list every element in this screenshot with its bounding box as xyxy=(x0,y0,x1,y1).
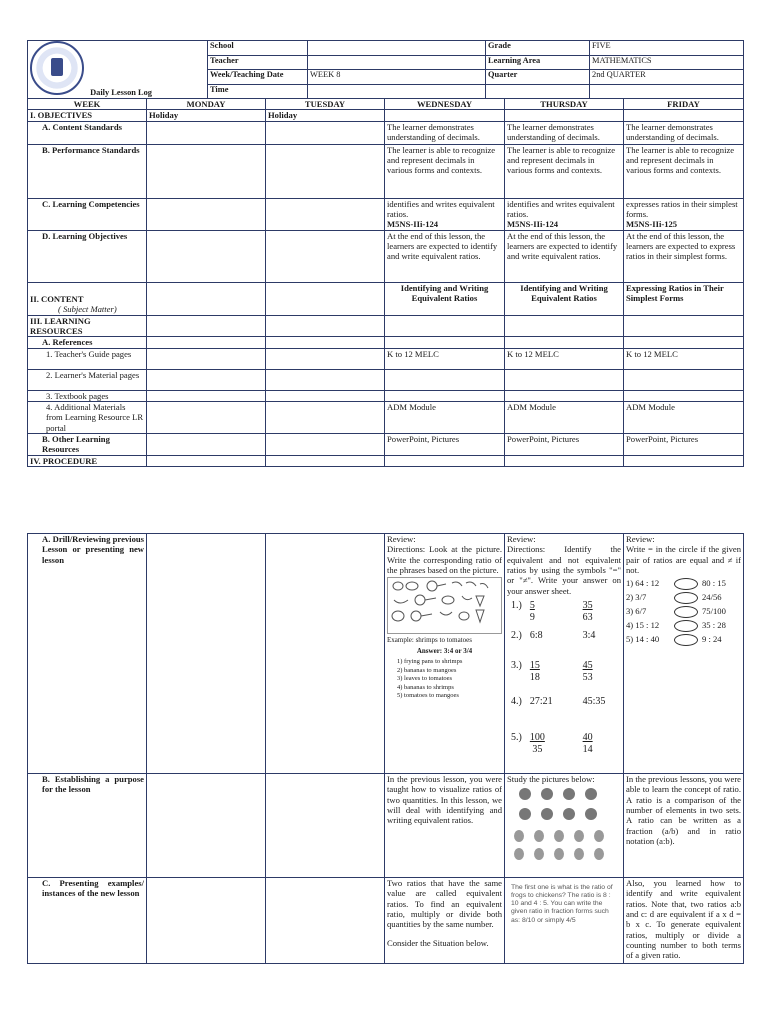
content-wed: Identifying and Writing Equivalent Ratios xyxy=(385,282,505,315)
grade-value: FIVE xyxy=(590,41,744,56)
procedure-table xyxy=(27,533,744,964)
col-monday: MONDAY xyxy=(147,99,266,110)
textbook-label: 3. Textbook pages xyxy=(28,390,147,401)
answer-oval[interactable] xyxy=(674,634,698,646)
competencies-thu-code: M5NS-IIi-124 xyxy=(507,219,559,230)
frogs-chickens-icon xyxy=(507,784,617,864)
drill-wed-items xyxy=(387,658,502,700)
list-item: 4) bananas to shrimps xyxy=(397,683,454,691)
presenting-wed: Two ratios that have the same value are called equivalent ratios. To find an equivalent ratio, multiply or divide both quantities by the same number. xyxy=(387,878,502,930)
performance-thu: The learner is able to recognize and represent decimals in various forms and contexts. xyxy=(505,144,624,198)
drill-wed-example: Example: shrimps to tomatoes xyxy=(387,635,472,644)
references-label: A. References xyxy=(28,337,147,348)
content-standards-fri: The learner demonstrates understanding of decimals. xyxy=(624,121,744,144)
teacher-value xyxy=(308,55,486,70)
denominator: 9 xyxy=(529,611,535,623)
time-label: Time xyxy=(208,84,308,99)
ratio-a: 6:8 xyxy=(529,629,543,641)
ratio-b: 3:4 xyxy=(582,629,596,641)
oval-items xyxy=(626,578,741,648)
numerator: 100 xyxy=(529,731,545,743)
objectives-label: I. OBJECTIVES xyxy=(28,110,147,121)
additional-fri: ADM Module xyxy=(624,401,744,433)
resources-label: III. LEARNING RESOURCES xyxy=(28,315,147,337)
col-thursday: THURSDAY xyxy=(505,99,624,110)
other-wed: PowerPoint, Pictures xyxy=(385,433,505,455)
drill-wed-text: Directions: Look at the picture. Write the corresponding ratio of the phrases based on the picture. xyxy=(387,544,502,575)
learning-objectives-fri: At the end of this lesson, the learners are expected to express ratios in their simplest forms. xyxy=(624,230,744,282)
drill-thu-text: Directions: Identify the equivalent and not equivalent ratios by using the symbols "=" or "≠". Write your answer on your answer sheet. xyxy=(507,544,621,596)
presenting-label: C. Presenting examples/ instances of the new lesson xyxy=(28,878,147,964)
teachers-guide-wed: K to 12 MELC xyxy=(385,348,505,369)
quarter-label: Quarter xyxy=(486,70,590,85)
col-week: WEEK xyxy=(28,99,147,110)
item-number: 3.) xyxy=(511,659,522,671)
drill-fri-text: Write = in the circle if the given pair of ratios are equal and ≠ if not. xyxy=(626,544,741,575)
competencies-thu: identifies and writes equivalent ratios. xyxy=(507,198,615,219)
presenting-wed-2: Consider the Situation below. xyxy=(387,937,489,948)
week-date-label: Week/Teaching Date xyxy=(208,70,308,85)
content-standards-thu: The learner demonstrates understanding of decimals. xyxy=(505,121,624,144)
learning-area-value: MATHEMATICS xyxy=(590,55,744,70)
content-thu: Identifying and Writing Equivalent Ratios xyxy=(505,282,624,315)
drill-wed-title: Review: xyxy=(387,534,416,544)
list-item: 3) leaves to tomatoes xyxy=(397,675,453,683)
teachers-guide-thu: K to 12 MELC xyxy=(505,348,624,369)
content-standards-label: A. Content Standards xyxy=(28,121,147,144)
learning-objectives-wed: At the end of this lesson, the learners are expected to identify and write equivalent ratios. xyxy=(385,230,505,282)
learning-objectives-thu: At the end of this lesson, the learners are expected to identify and write equivalent ratios. xyxy=(505,230,624,282)
header-table xyxy=(27,40,744,99)
additional-wed: ADM Module xyxy=(385,401,505,433)
food-items-icon xyxy=(388,578,492,630)
item-number: 2.) xyxy=(511,629,522,641)
deped-seal-icon xyxy=(30,41,84,95)
list-item: 1) frying pans to shrimps xyxy=(397,658,463,666)
blank-value xyxy=(590,84,744,99)
numerator: 5 xyxy=(529,599,535,611)
learning-objectives-label: D. Learning Objectives xyxy=(28,230,147,282)
purpose-fri: In the previous lessons, you were able to learn the concept of ratio. A ratio is a comparison of the number of elements in two sets. A ratio can be written as a fraction (a/b) and in ratio notation (a:b). xyxy=(624,774,744,878)
answer-oval[interactable] xyxy=(674,620,698,632)
ratio-b: 45:35 xyxy=(582,695,606,707)
denominator: 14 xyxy=(582,743,593,755)
competencies-wed-code: M5NS-IIi-124 xyxy=(387,219,439,230)
drill-thu-title: Review: xyxy=(507,534,536,544)
other-resources-label: B. Other Learning Resources xyxy=(28,433,147,455)
denominator: 63 xyxy=(582,611,593,623)
learners-material-label: 2. Learner's Material pages xyxy=(28,369,147,390)
answer-oval[interactable] xyxy=(674,606,698,618)
list-item: 2) bananas to mangoes xyxy=(397,666,457,674)
numerator: 40 xyxy=(582,731,593,743)
list-item: 3) 6/7 75/100 xyxy=(626,606,741,620)
list-item: 4) 15 : 12 35 : 28 xyxy=(626,620,741,634)
list-item: 5) tomatoes to mangoes xyxy=(397,692,459,700)
list-item: 2) 3/7 24/56 xyxy=(626,592,741,606)
ratio-a: 27:21 xyxy=(529,695,553,707)
food-picture xyxy=(387,577,502,633)
col-wednesday: WEDNESDAY xyxy=(385,99,505,110)
competencies-fri-code: M5NS-IIi-125 xyxy=(626,219,678,230)
drill-wed-answer: Answer: 3:4 or 3/4 xyxy=(416,646,473,655)
content-standards-wed: The learner demonstrates understanding of decimals. xyxy=(385,121,505,144)
competencies-wed: identifies and writes equivalent ratios. xyxy=(387,198,495,219)
content-label: II. CONTENT xyxy=(30,294,84,304)
school-label: School xyxy=(208,41,308,56)
ratio-pairs xyxy=(507,600,609,762)
answer-oval[interactable] xyxy=(674,592,698,604)
denominator: 35 xyxy=(532,743,543,755)
time-value xyxy=(308,84,486,99)
denominator: 53 xyxy=(582,671,593,683)
other-fri: PowerPoint, Pictures xyxy=(624,433,744,455)
teachers-guide-fri: K to 12 MELC xyxy=(624,348,744,369)
numerator: 35 xyxy=(582,599,593,611)
presenting-fri: Also, you learned how to identify and write equivalent ratios. Note that, two ratios a:b and c: d are equivalent if a x d = b x c. To generate equivalent ratios, multiply or divide a counting number to both terms of a given ratio. xyxy=(624,878,744,964)
drill-label: A. Drill/Reviewing previous Lesson or presenting new lesson xyxy=(28,534,147,774)
additional-thu: ADM Module xyxy=(505,401,624,433)
col-tuesday: TUESDAY xyxy=(266,99,385,110)
lesson-table xyxy=(27,98,744,467)
item-number: 5.) xyxy=(511,731,522,743)
week-date-value: WEEK 8 xyxy=(308,70,486,85)
blank-label xyxy=(486,84,590,99)
performance-fri: The learner is able to recognize and represent decimals in various forms and contexts. xyxy=(624,144,744,198)
content-sub-label: ( Subject Matter) xyxy=(58,304,117,315)
numerator: 15 xyxy=(529,659,540,671)
additional-materials-label: 4. Additional Materials from Learning Resource LR portal xyxy=(28,401,147,433)
quarter-value: 2nd QUARTER xyxy=(590,70,744,85)
purpose-label: B. Establishing a purpose for the lesson xyxy=(28,774,147,878)
denominator: 18 xyxy=(529,671,540,683)
list-item: 1) 64 : 12 80 : 15 xyxy=(626,578,741,592)
item-number: 1.) xyxy=(511,599,522,611)
performance-standards-label: B. Performance Standards xyxy=(28,144,147,198)
grade-label: Grade xyxy=(486,41,590,56)
col-friday: FRIDAY xyxy=(624,99,744,110)
learning-area-label: Learning Area xyxy=(486,55,590,70)
presenting-thu: The first one is what is the ratio of frogs to chickens? The ratio is 8 : 10 and 4 : 5. You can write the given ratio in fraction forms such as: 8/10 or simply 4/5 xyxy=(511,884,613,924)
numerator: 45 xyxy=(582,659,593,671)
procedure-label: IV. PROCEDURE xyxy=(28,455,147,466)
performance-wed: The learner is able to recognize and represent decimals in various forms and contexts. xyxy=(385,144,505,198)
other-thu: PowerPoint, Pictures xyxy=(505,433,624,455)
teachers-guide-label: 1. Teacher's Guide pages xyxy=(28,348,147,369)
answer-oval[interactable] xyxy=(674,578,698,590)
school-value xyxy=(308,41,486,56)
drill-fri-title: Review: xyxy=(626,534,655,544)
list-item: 5) 14 : 40 9 : 24 xyxy=(626,634,741,648)
monday-holiday: Holiday xyxy=(147,110,266,121)
purpose-wed: In the previous lesson, you were taught how to visualize ratios of two quantities. In this lesson, we will deal with identifying and writing equivalent ratios. xyxy=(385,774,505,878)
competencies-label: C. Learning Competencies xyxy=(28,198,147,230)
item-number: 4.) xyxy=(511,695,522,707)
tuesday-holiday: Holiday xyxy=(266,110,385,121)
purpose-thu: Study the pictures below: xyxy=(507,774,595,784)
page-title: Daily Lesson Log xyxy=(90,88,152,98)
content-fri: Expressing Ratios in Their Simplest Forms xyxy=(624,282,744,315)
teacher-label: Teacher xyxy=(208,55,308,70)
competencies-fri: expresses ratios in their simplest forms. xyxy=(626,198,738,219)
